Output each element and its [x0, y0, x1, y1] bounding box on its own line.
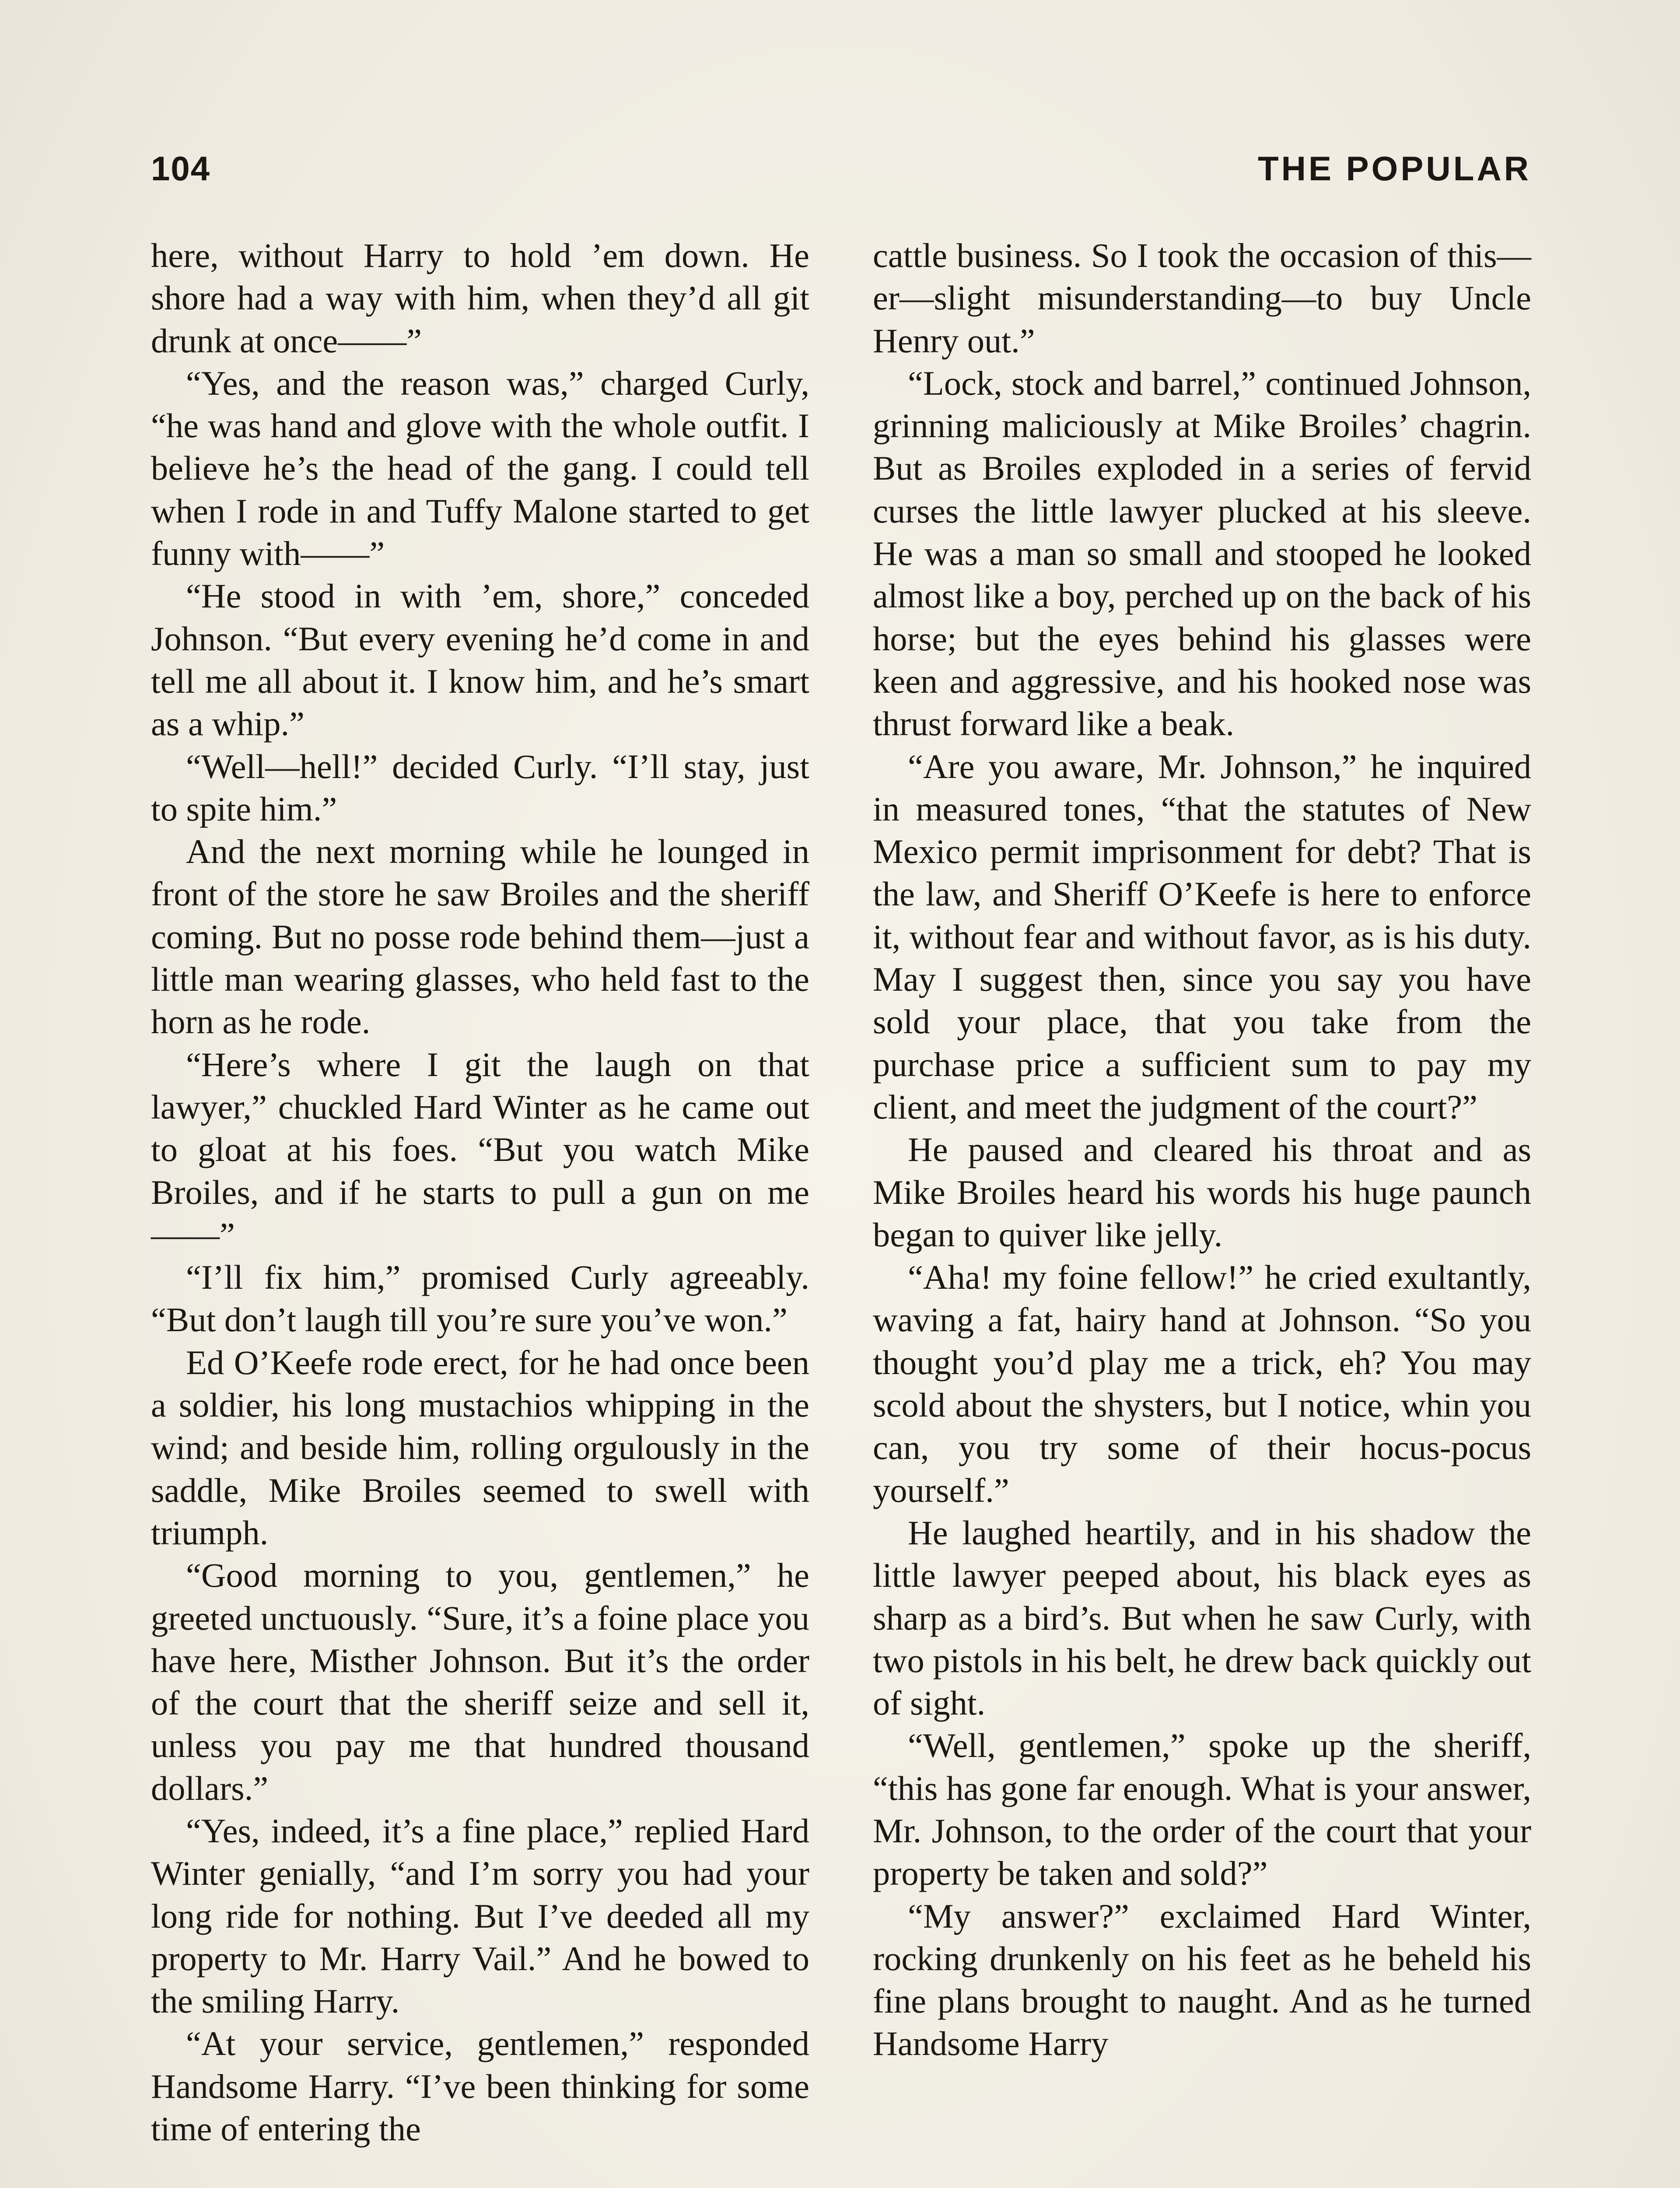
paragraph: “He stood in with ’em, shore,” conceded Johnson. “But every evening he’d come in and tell me all about it. I know him, and he’s smart as a whip.” — [151, 577, 809, 743]
paragraph: “Good morning to you, gentlemen,” he greeted unctuously. “Sure, it’s a foine place you have here, Misther Johnson. But it’s the order of the court that the sheriff seize and sell it, unless you pay me that hundred thousand dollars.” — [151, 1556, 809, 1807]
paragraph: Ed O’Keefe rode erect, for he had once been a soldier, his long mustachios whipping in the wind; and beside him, rolling orgulously in the saddle, Mike Broiles seemed to swell with triumph. — [151, 1343, 809, 1552]
paragraph: “Yes, indeed, it’s a fine place,” replied Hard Winter genially, “and I’m sorry you had your long ride for nothing. But I’ve deeded all my property to Mr. Harry Vail.” And he bowed to the smiling Harry. — [151, 1811, 809, 2020]
left-text-column — [151, 234, 809, 2188]
page-header — [151, 149, 1531, 197]
paragraph: “At your service, gentlemen,” responded Handsome Harry. “I’ve been thinking for some time of entering the — [151, 2024, 809, 2148]
paragraph: He laughed heartily, and in his shadow the little lawyer peeped about, his black eyes as sharp as a bird’s. But when he saw Curly, with two pistols in his belt, he drew back quickly out of sight. — [873, 1513, 1531, 1722]
page-number: 104 — [151, 149, 211, 188]
paragraph: “Here’s where I git the laugh on that lawyer,” chuckled Hard Winter as he came out to gloat at his foes. “But you watch Mike Broiles, and if he starts to pull a gun on me——” — [151, 1045, 809, 1254]
paragraph: “Yes, and the reason was,” charged Curly, “he was hand and glove with the whole outfit. I believe he’s the head of the gang. I could tell when I rode in and Tuffy Malone started to get funny with——” — [151, 364, 809, 573]
running-title: THE POPULAR — [1257, 149, 1531, 188]
paragraph: “Well, gentlemen,” spoke up the sheriff, “this has gone far enough. What is your answer, Mr. Johnson, to the order of the court that your property be taken and sold?” — [873, 1726, 1531, 1893]
paragraph: “Lock, stock and barrel,” continued Johnson, grinning maliciously at Mike Broiles’ chagrin. But as Broiles exploded in a series of fervid curses the little lawyer plucked at his sleeve. He was a man so small and stooped he looked almost like a boy, perched up on the back of his horse; but the eyes behind his glasses were keen and aggressive, and his hooked nose was thrust forward like a beak. — [873, 364, 1531, 743]
paragraph: And the next morning while he lounged in front of the store he saw Broiles and the sheriff coming. But no posse rode behind them—just a little man wearing glasses, who held fast to the horn as he rode. — [151, 832, 809, 1041]
right-text-column — [873, 234, 1531, 2188]
paragraph: “Aha! my foine fellow!” he cried exultantly, waving a fat, hairy hand at Johnson. “So you thought you’d play me a trick, eh? You may scold about the shysters, but I notice, whin you can, you try some of their hocus-pocus yourself.” — [873, 1258, 1531, 1509]
paragraph: here, without Harry to hold ’em down. He shore had a way with him, when they’d all git drunk at once——” — [151, 236, 809, 360]
paragraph: “My answer?” exclaimed Hard Winter, rocking drunkenly on his feet as he beheld his fine plans brought to naught. And as he turned Handsome Harry — [873, 1897, 1531, 2063]
paragraph: “Well—hell!” decided Curly. “I’ll stay, just to spite him.” — [151, 747, 809, 828]
paragraph: cattle business. So I took the occasion of this—er—slight misunderstanding—to buy Uncle Henry out.” — [873, 236, 1531, 360]
paragraph: “Are you aware, Mr. Johnson,” he inquired in measured tones, “that the statutes of New Mexico permit imprisonment for debt? That is the law, and Sheriff O’Keefe is here to enforce it, without fear and without favor, as is his duty. May I suggest then, since you say you have sold your place, that you take from the purchase price a sufficient sum to pay my client, and meet the judgment of the court?” — [873, 747, 1531, 1126]
paragraph: He paused and cleared his throat and as Mike Broiles heard his words his huge paunch began to quiver like jelly. — [873, 1130, 1531, 1254]
paragraph: “I’ll fix him,” promised Curly agreeably. “But don’t laugh till you’re sure you’ve won.” — [151, 1258, 809, 1339]
